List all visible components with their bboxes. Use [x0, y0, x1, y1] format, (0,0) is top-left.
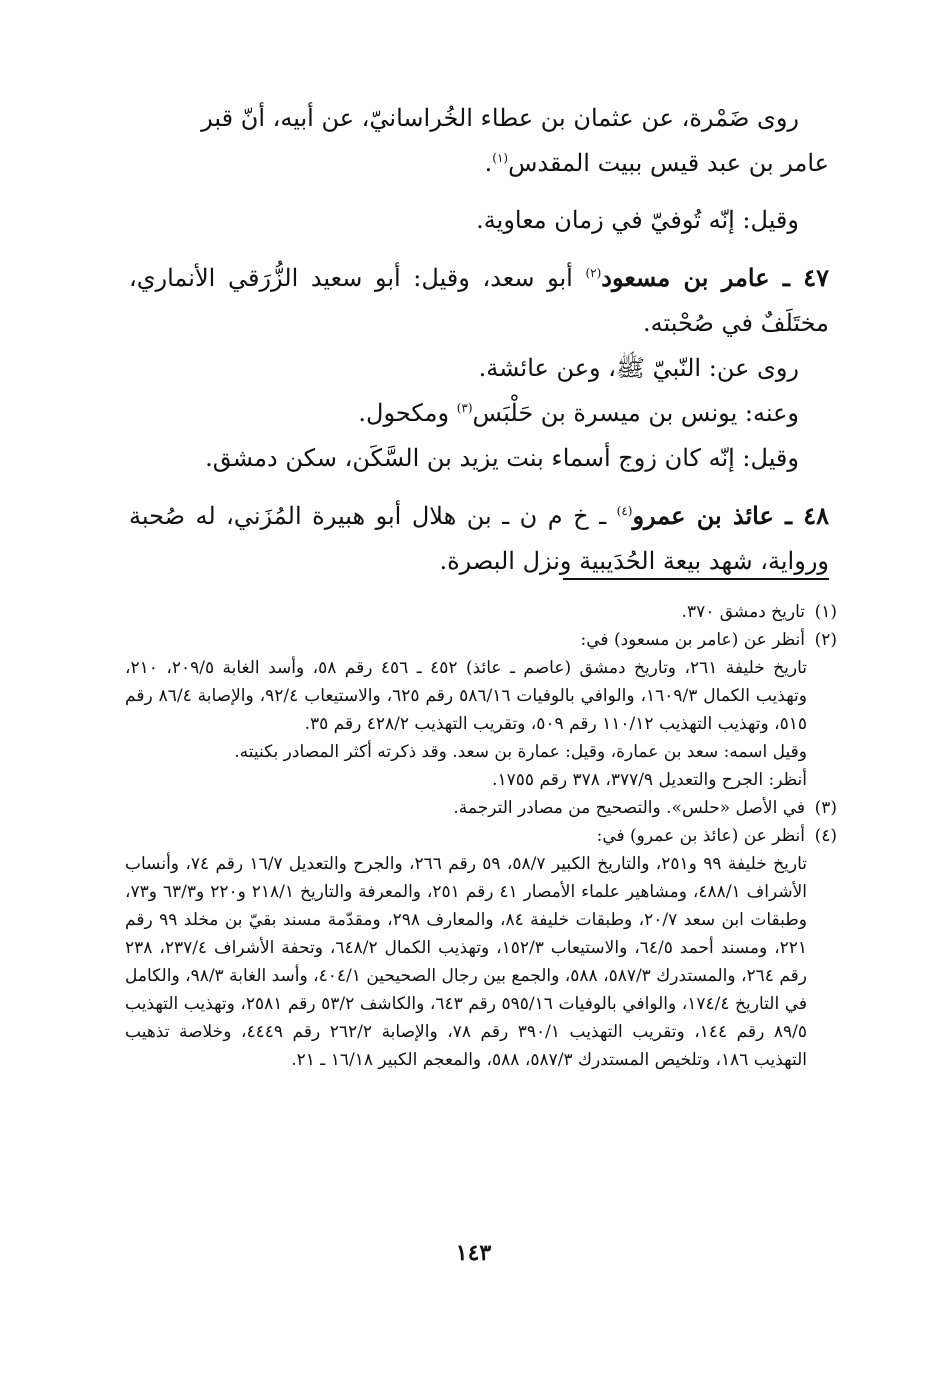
footnote-ref-3[interactable]: (٣)	[456, 401, 473, 415]
page-number: ١٤٣	[455, 1240, 492, 1266]
footnotes	[125, 598, 837, 1074]
entry-47	[129, 255, 829, 346]
footnote-3	[125, 794, 837, 822]
footnote-ref-1[interactable]: (١)	[492, 151, 509, 165]
footnote-4-heading: أنظر عن (عائذ بن عمرو) في:	[596, 826, 805, 846]
footnote-1	[125, 598, 837, 626]
footnote-4	[125, 822, 837, 850]
entry-47-heading: ٤٧ ـ عامر بن مسعود	[601, 263, 830, 292]
entry-48-text: ـ خ م ن ـ بن هلال أبو هبيرة المُزَني، له صُحبة ورواية، شهد بيعة الحُدَيبية ونزل البصرة.	[129, 502, 829, 575]
footnote-ref-4[interactable]: (٤)	[616, 504, 633, 518]
footnote-3-text: في الأصل «حلس». والتصحيح من مصادر الترجمة.	[453, 798, 805, 818]
entry-48-heading: ٤٨ ـ عائذ بن عمرو	[632, 501, 829, 530]
paragraph-2: وقيل: إنّه تُوفيّ في زمان معاوية.	[476, 206, 799, 234]
main-text	[129, 96, 829, 584]
entry-47-narrated-from: روى عن: النّبيّ ﷺ، وعن عائشة.	[478, 354, 799, 382]
footnote-ref-2[interactable]: (٢)	[585, 266, 602, 280]
footnote-2-see-also: أنظر: الجرح والتعديل ٣٧٧/٩، ٣٧٨ رقم ١٧٥٥.	[492, 770, 807, 790]
entry-47-narrators: وعنه: يونس بن ميسرة بن حَلْبَس$^{(٣)}$ ومكحول.	[358, 399, 799, 427]
footnote-4-sources: تاريخ خليفة ٩٩ و٢٥١، والتاريخ الكبير ٥٨/٧، ٥٩ رقم ٢٦٦، والجرح والتعديل ١٦/٧ رقم ٧٤، وأنساب الأشراف ٤٨٨/١، ومشاهير علماء الأمصار ٤١ رقم ٢٥١، والمعرفة والتاريخ ٢١٨/١ و٢٢٠ و٦٣/٣ و٧٣، وطبقات ابن سعد ٢٠/٧، وطبقات خليفة ٨٤، والمعارف ٢٩٨، ومقدّمة مسند بقيّ بن مخلد ٩٩ رقم ٢٢١، ومسند أحمد ٦٤/٥، والاستيعاب ١٥٢/٣، وتهذيب الكمال ٦٤٨/٢، وتحفة الأشراف ٢٣٧/٤، ٢٣٨ رقم ٢٦٤، والمستدرك ٥٨٧/٣، ٥٨٨، والجمع بين رجال الصحيحين ٤٠٤/١، وأسد الغابة ٩٨/٣، والكامل في التاريخ ١٧٤/٤، والوافي بالوفيات ٥٩٥/١٦ رقم ٦٤٣، والكاشف ٥٣/٢ رقم ٢٥٨١، وتهذيب التهذيب ٨٩/٥ رقم ١٤٤، وتقريب التهذيب ٣٩٠/١ رقم ٧٨، والإصابة ٢٦٢/٢ رقم ٤٤٤٩، وخلاصة تذهيب التهذيب ١٨٦، وتلخيص المستدرك ٥٨٧/٣، ٥٨٨، والمعجم الكبير ١٦/١٨ ـ ٢١.	[125, 854, 808, 1070]
entry-47-text: أبو سعد، وقيل: أبو سعيد الزُّرَقي الأنماري، مختَلَفٌ في صُحْبته.	[129, 264, 829, 337]
paragraph-1-line-1: روى ضَمْرة، عن عثمان بن عطاء الخُراسانيّ، عن أبيه، أنّ قبر	[201, 104, 799, 132]
footnote-2	[125, 626, 837, 654]
paragraph-1	[129, 96, 829, 141]
footnote-2-sources: تاريخ خليفة ٢٦١، وتاريخ دمشق (عاصم ـ عائذ) ٤٥٢ ـ ٤٥٦ رقم ٥٨، وأسد الغابة ٢٠٩/٥، ٢١٠، وتهذيب الكمال ١٦٠٩/٣، والوافي بالوفيات ٥٨٦/١٦ رقم ٦٢٥، والاستيعاب ٩٢/٤، والإصابة ٨٦/٤ رقم ٥١٥، وتهذيب التهذيب ١١٠/١٢ رقم ٥٠٩، وتقريب التهذيب ٤٢٨/٢ رقم ٣٥.	[125, 658, 808, 734]
footnote-2-number: (٢)	[814, 630, 837, 650]
footnote-divider	[563, 578, 829, 580]
footnote-4-number: (٤)	[814, 826, 837, 846]
footnote-3-number: (٣)	[814, 798, 837, 818]
entry-47-note: وقيل: إنّه كان زوج أسماء بنت يزيد بن السَّكَن، سكن دمشق.	[205, 444, 799, 472]
footnote-2-heading: أنظر عن (عامر بن مسعود) في:	[580, 630, 805, 650]
entry-48	[129, 493, 829, 584]
footnote-1-text: تاريخ دمشق ٣٧٠.	[681, 602, 805, 622]
footnote-1-number: (١)	[814, 602, 837, 622]
paragraph-1-continuation: عامر بن عبد قيس ببيت المقدس$^{(١)}$.	[484, 149, 829, 177]
footnote-2-name-note: وقيل اسمه: سعد بن عمارة، وقيل: عمارة بن سعد. وقد ذكرته أكثر المصادر بكنيته.	[234, 742, 807, 762]
